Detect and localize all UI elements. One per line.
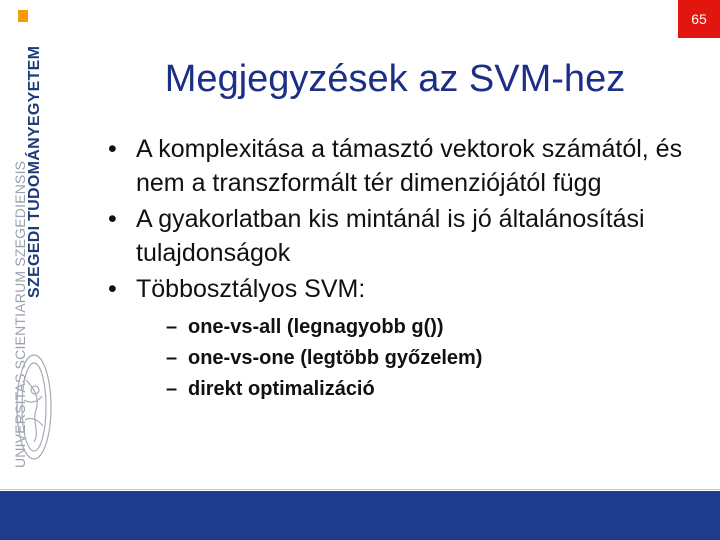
bullet-marker: •	[108, 275, 117, 303]
sub-bullet-text: direkt optimalizáció	[188, 378, 375, 400]
bullet-list	[108, 132, 708, 407]
sub-bullet-marker: –	[166, 316, 178, 338]
sub-bullet-item	[166, 312, 708, 343]
logo-accent-square	[18, 10, 28, 22]
bullet-marker: •	[108, 135, 117, 163]
university-seal-icon	[14, 350, 54, 465]
university-motto: UNIVERSITAS SCIENTIARUM SZEGEDIENSIS	[12, 160, 28, 468]
sub-bullet-marker: –	[166, 378, 178, 400]
sub-bullet-text: one-vs-one (legtöbb győzelem)	[188, 347, 483, 369]
bullet-text: Többosztályos SVM:	[136, 275, 366, 303]
university-name: SZEGEDI TUDOMÁNYEGYETEM	[26, 45, 43, 298]
bullet-text: A komplexitása a támasztó vektorok számától, és nem a transzformált tér dimenziójától függ	[136, 135, 683, 197]
slide-title: Megjegyzések az SVM-hez	[164, 58, 626, 100]
sub-bullet-list	[166, 312, 708, 405]
sub-bullet-item	[166, 343, 708, 374]
sub-bullet-item	[166, 374, 708, 405]
bullet-marker: •	[108, 205, 117, 233]
bullet-item	[108, 272, 708, 405]
bullet-item	[108, 132, 708, 200]
page-number: 65	[678, 0, 720, 38]
bullet-text: A gyakorlatban kis mintánál is jó általánosítási tulajdonságok	[136, 205, 645, 267]
footer-divider	[0, 489, 720, 490]
footer-bar	[0, 491, 720, 540]
bullet-item	[108, 202, 708, 270]
sub-bullet-text: one-vs-all (legnagyobb g())	[188, 316, 444, 338]
sub-bullet-marker: –	[166, 347, 178, 369]
